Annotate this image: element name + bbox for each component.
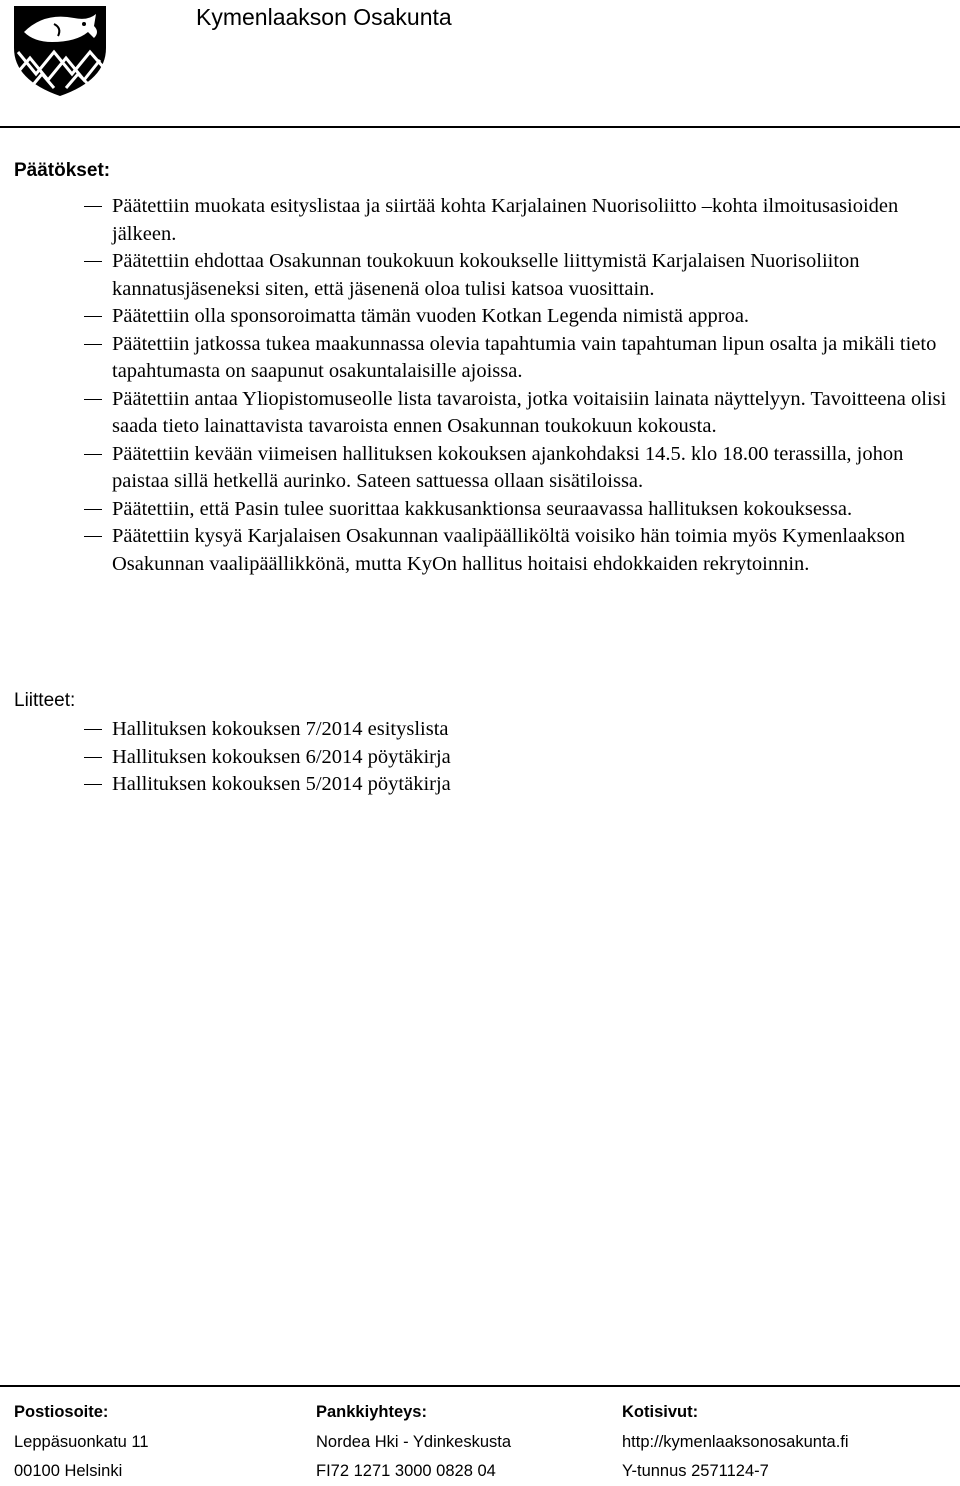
footer-postal-address [14, 1398, 149, 1486]
dash-bullet [84, 454, 102, 455]
dash-bullet [84, 536, 102, 537]
footer-business-id: Y-tunnus 2571124-7 [622, 1462, 769, 1480]
dash-bullet [84, 399, 102, 400]
decision-item: Päätettiin kevään viimeisen hallituksen kokouksen ajankohdaksi 14.5. klo 18.00 terassilla, johon paistaa sillä hetkellä aurinko. Sateen sattuessa ollaan sisätiloissa. [84, 441, 954, 496]
footer-website [622, 1398, 849, 1486]
footer-bank-title: Pankkiyhteys: [316, 1403, 427, 1421]
attachments-heading: Liitteet: [14, 690, 76, 711]
attachment-item: Hallituksen kokouksen 5/2014 pöytäkirja [84, 771, 954, 799]
dash-bullet [84, 757, 102, 758]
organization-name: Kymenlaakson Osakunta [196, 4, 452, 30]
footer-bank-details [316, 1398, 511, 1486]
footer-postal-street: Leppäsuonkatu 11 [14, 1433, 149, 1451]
footer-divider [0, 1385, 960, 1387]
decisions-heading: Päätökset: [14, 160, 111, 181]
decisions-list [84, 193, 954, 578]
dash-bullet [84, 729, 102, 730]
decision-item: Päätettiin jatkossa tukea maakunnassa olevia tapahtumia vain tapahtuman lipun osalta ja mikäli tieto tapahtumasta on saapunut osakuntalaisille ajoissa. [84, 331, 954, 386]
attachments-list [84, 716, 954, 799]
footer-bank-name: Nordea Hki - Ydinkeskusta [316, 1433, 512, 1451]
dash-bullet [84, 261, 102, 262]
page-header [0, 0, 960, 128]
decision-item: Päätettiin kysyä Karjalaisen Osakunnan vaalipäälliköltä voisiko hän toimia myös Kymenlaakson Osakunnan vaalipäällikkönä, mutta KyOn hallitus hoitaisi ehdokkaiden rekrytoinnin. [84, 523, 954, 578]
dash-bullet [84, 784, 102, 785]
decision-item: Päätettiin, että Pasin tulee suorittaa kakkusanktionsa seuraavassa hallituksen kokouksessa. [84, 496, 954, 524]
footer-web-url[interactable]: http://kymenlaaksonosakunta.fi [622, 1433, 849, 1451]
dash-bullet [84, 206, 102, 207]
dash-bullet [84, 509, 102, 510]
decision-item: Päätettiin olla sponsoroimatta tämän vuoden Kotkan Legenda nimistä approa. [84, 303, 954, 331]
decision-item: Päätettiin ehdottaa Osakunnan toukokuun kokoukselle liittymistä Karjalaisen Nuorisoliiton kannatusjäseneksi siten, että jäsenenä oloa tulisi katsoa vuosittain. [84, 248, 954, 303]
decision-item: Päätettiin muokata esityslistaa ja siirtää kohta Karjalainen Nuorisoliitto –kohta ilmoitusasioiden jälkeen. [84, 193, 954, 248]
footer-postal-title: Postiosoite: [14, 1403, 109, 1421]
decision-item: Päätettiin antaa Yliopistomuseolle lista tavaroista, jotka voitaisiin lainata näyttelyyn. Tavoitteena olisi saada tieto lainattavista tavaroista ennen Osakunnan toukokuun kokousta. [84, 386, 954, 441]
header-divider [0, 126, 960, 128]
dash-bullet [84, 344, 102, 345]
attachment-item: Hallituksen kokouksen 6/2014 pöytäkirja [84, 744, 954, 772]
footer-bank-account: FI72 1271 3000 0828 04 [316, 1462, 496, 1480]
dash-bullet [84, 316, 102, 317]
coat-of-arms-salmon-icon [10, 2, 110, 98]
footer-web-title: Kotisivut: [622, 1403, 699, 1421]
footer-postal-city: 00100 Helsinki [14, 1462, 123, 1480]
attachment-item: Hallituksen kokouksen 7/2014 esityslista [84, 716, 954, 744]
